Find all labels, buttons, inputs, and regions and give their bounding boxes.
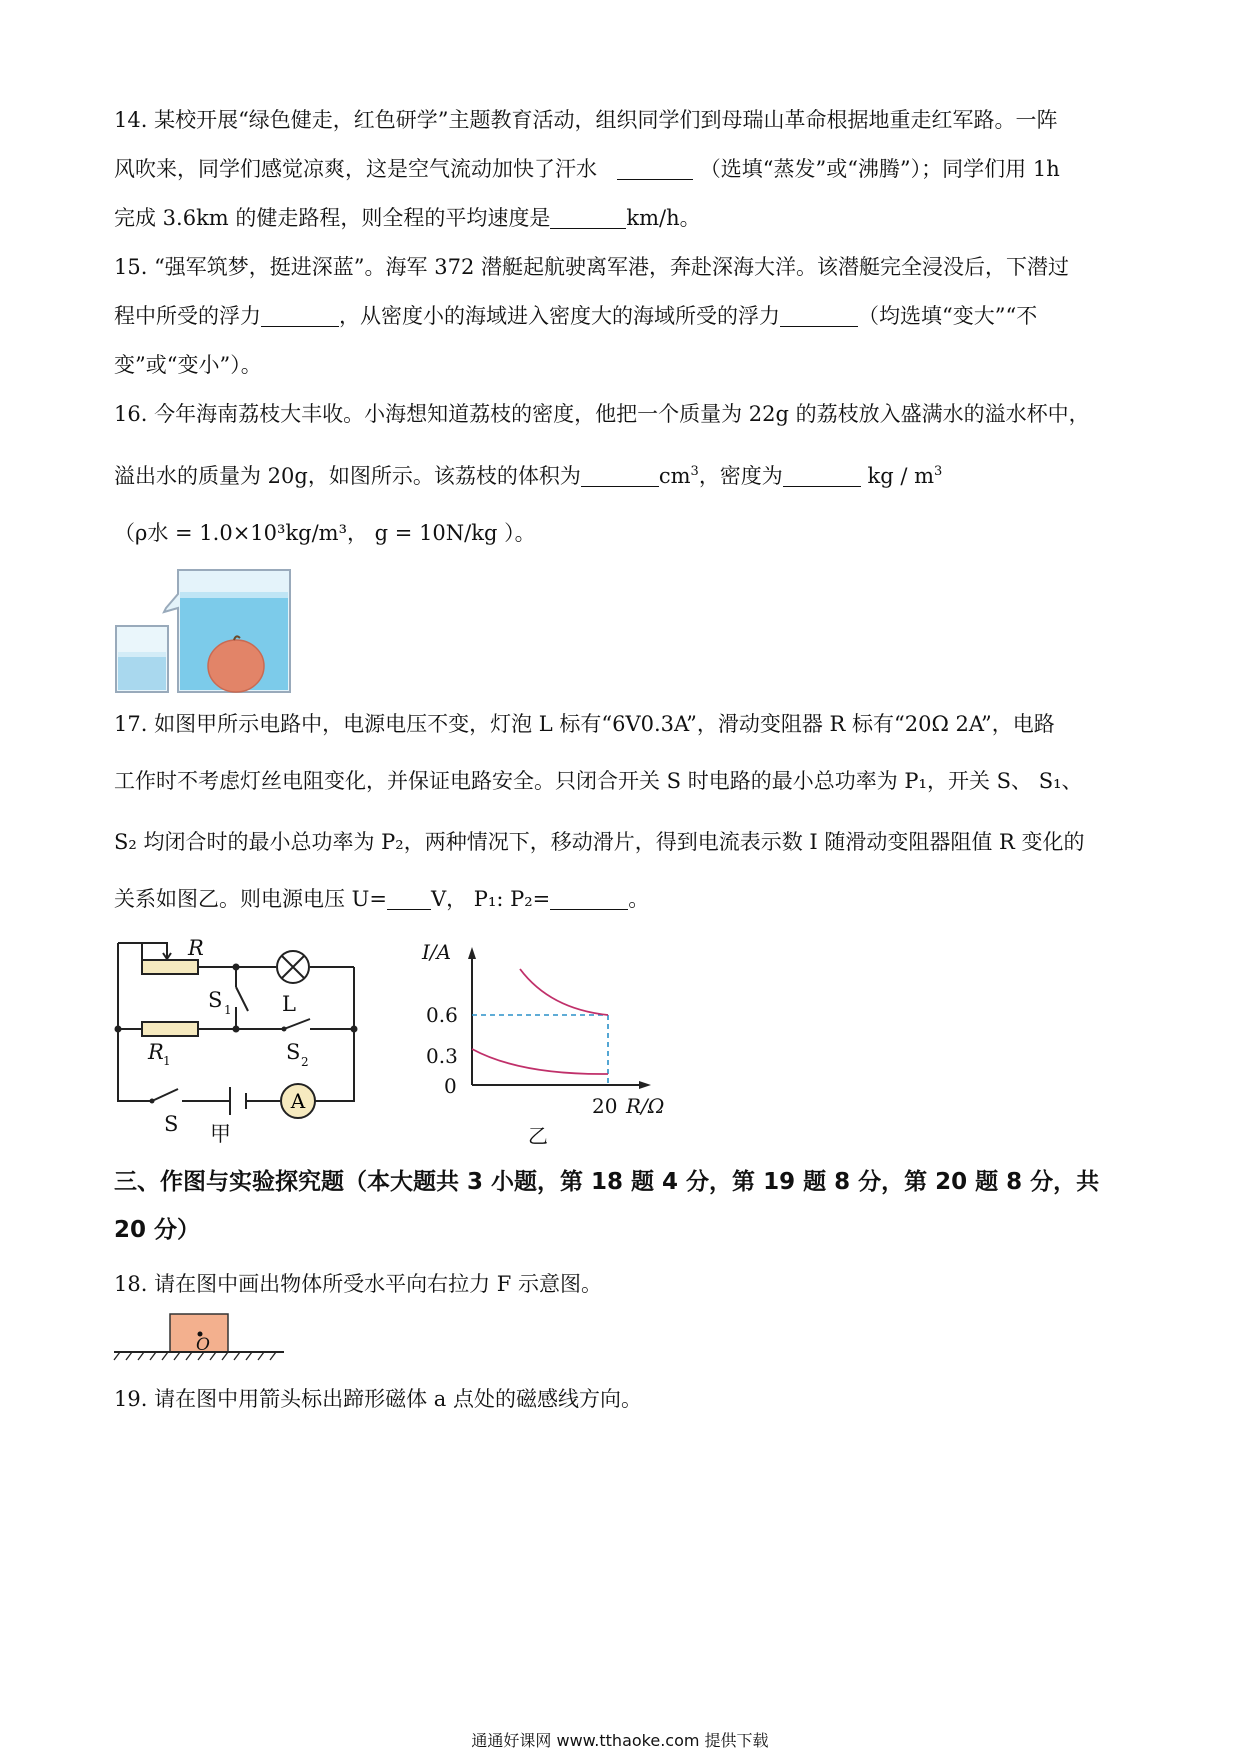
label-S2: S [286, 1040, 301, 1064]
svg-text:A: A [290, 1089, 306, 1113]
caption-yi: 乙 [528, 1124, 548, 1148]
switch-S1 [236, 987, 248, 1011]
battery [230, 1087, 246, 1115]
q15-blank-1[interactable] [261, 302, 339, 327]
q14-line-2: 风吹来，同学们感觉凉爽，这是空气流动加快了汗水 （选填“蒸发”或“沸腾”）；同学们用 1h [114, 157, 1060, 181]
question-18: 18. 请在图中画出物体所受水平向右拉力 F 示意图。 [114, 1272, 602, 1296]
q17-line-4: 关系如图乙。则电源电压 U= V， P₁: P₂= 。 [114, 887, 650, 911]
switch-S2 [284, 1019, 310, 1029]
rheostat-R [142, 960, 198, 974]
q15-line-1: 15. “强军筑梦，挺进深蓝”。海军 372 潜艇起航驶离军港，奔赴深海大洋。该潜艇完全浸没后，下潜过 [114, 255, 1069, 279]
circuit-diagram [112, 935, 372, 1150]
label-R1: R [148, 1040, 164, 1064]
q15-blank-2[interactable] [780, 302, 858, 327]
small-beaker [116, 626, 168, 692]
tick-20: 20 [592, 1094, 618, 1118]
label-S: S [164, 1112, 179, 1136]
label-R: R [188, 936, 204, 960]
q15-line-3: 变”或“变小”）。 [114, 353, 262, 377]
y-axis-label: I/A [422, 940, 452, 964]
caption-jia: 甲 [210, 1122, 231, 1146]
lower-curve [472, 1049, 608, 1074]
q14-line-1: 14. 某校开展“绿色健走，红色研学”主题教育活动，组织同学们到母瑞山革命根据地重走红军路。一阵 [114, 108, 1058, 132]
q16-line-2: 溢出水的质量为 20g，如图所示。该荔枝的体积为 $cm^3$，密度为 kg / $m^3$ [114, 464, 943, 488]
svg-text:1: 1 [224, 1003, 232, 1017]
footer: 通通好课网 www.tthaoke.com 提供下载 [471, 1731, 769, 1750]
switch-S [152, 1089, 178, 1101]
q16-line-1: 16. 今年海南荔枝大丰收。小海想知道荔枝的密度，他把一个质量为 22g 的荔枝放入盛满水的溢水杯中， [114, 402, 1090, 426]
q14-blank-1[interactable] [617, 155, 693, 180]
ammeter [281, 1084, 315, 1118]
q17-line-2: 工作时不考虑灯丝电阻变化，并保证电路安全。只闭合开关 S 时电路的最小总功率为 P₁，开关 S、 S₁、 [114, 769, 1083, 793]
question-15 [114, 243, 1134, 390]
q14-blank-2[interactable] [550, 204, 626, 229]
resistor-R1 [142, 1022, 198, 1036]
q16-line-3: （ρ水 = 1.0×10³kg/m³， g = 10N/kg ）。 [114, 521, 536, 545]
tick-0.6: 0.6 [426, 1003, 458, 1027]
question-19: 19. 请在图中用箭头标出蹄形磁体 a 点处的磁感线方向。 [114, 1387, 642, 1411]
slider-arrow [163, 947, 171, 959]
question-16 [114, 390, 1134, 558]
q16-blank-1[interactable] [581, 462, 659, 487]
svg-text:1: 1 [163, 1054, 171, 1068]
q14-line-3: 完成 3.6km 的健走路程，则全程的平均速度是 km/h。 [114, 206, 701, 230]
tick-0.3: 0.3 [426, 1044, 458, 1068]
q17-line-1: 17. 如图甲所示电路中，电源电压不变，灯泡 L 标有“6V0.3A”，滑动变阻器 R 标有“20Ω 2A”，电路 [114, 712, 1055, 736]
lamp-L [277, 951, 309, 983]
question-14 [114, 96, 1134, 243]
svg-text:2: 2 [301, 1055, 309, 1069]
tick-origin: 0 [444, 1074, 457, 1098]
x-axis-label: R/Ω [626, 1094, 665, 1118]
overflow-cup-figure [112, 568, 302, 698]
section-3-heading: 三、作图与实验探究题（本大题共 3 小题，第 18 题 4 分，第 19 题 8 分，第 20 题 8 分，共 20 分） [114, 1169, 1100, 1243]
label-S1: S [208, 988, 223, 1012]
q17-blank-2[interactable] [550, 885, 628, 910]
label-L: L [282, 992, 296, 1016]
question-17 [114, 700, 1134, 924]
q16-blank-2[interactable] [783, 462, 861, 487]
current-resistance-graph [420, 935, 680, 1150]
q17-blank-1[interactable] [387, 885, 431, 910]
q15-line-2: 程中所受的浮力 ，从密度小的海域进入密度大的海域所受的浮力 （均选填“变大”“不 [114, 304, 1038, 328]
upper-curve [520, 969, 608, 1015]
label-O: O [196, 1335, 210, 1355]
q17-line-3: S₂ 均闭合时的最小总功率为 P₂，两种情况下，移动滑片，得到电流表示数 I 随滑动变阻器阻值 R 变化的 [114, 830, 1085, 854]
block-on-surface-figure[interactable] [112, 1312, 292, 1364]
